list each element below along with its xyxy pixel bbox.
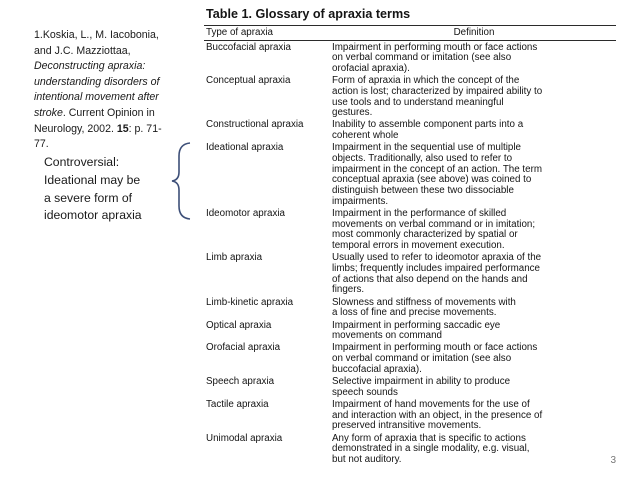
apraxia-term: Tactile apraxia (206, 399, 269, 410)
table-row (204, 342, 616, 376)
apraxia-term: Speech apraxia (206, 376, 275, 388)
apraxia-definition (332, 209, 616, 252)
definition-line: and interaction with an object, in the presence of (332, 409, 543, 421)
definition-line: Inability to assemble component parts into a (332, 119, 524, 131)
citation-line: 77. (34, 138, 49, 151)
table-row (204, 376, 616, 399)
citation-line: stroke. Current Opinion in (34, 106, 155, 119)
definition-line: distinguish between these two dissociable (332, 185, 514, 197)
apraxia-definition (332, 434, 616, 466)
apraxia-definition (332, 321, 616, 342)
apraxia-term: Unimodal apraxia (206, 432, 283, 444)
table-title: Table 1. Glossary of apraxia terms (206, 7, 411, 21)
definition-line: Impairment of hand movements for the use of (332, 399, 530, 410)
table-row (204, 399, 616, 433)
definition-line: of actions that also depend on the hands and (332, 273, 528, 285)
definition-line: most commonly characterized by spatial or (332, 229, 518, 241)
definition-line: coherent whole (332, 130, 399, 142)
definition-line: on verbal command or imitation (see also (332, 52, 512, 64)
apraxia-term: Buccofacial apraxia (206, 41, 291, 53)
citation-line: Neurology, 2002. 15: p. 71- (34, 122, 162, 135)
table-row (204, 142, 616, 208)
definition-line: Impairment in the performance of skilled (332, 208, 507, 220)
header-type: Type of apraxia (206, 27, 273, 38)
glossary-table (204, 7, 616, 466)
definition-line: Slowness and stiffness of movements with (332, 296, 516, 308)
definition-line: impairment in the concept of an action. The term (332, 163, 543, 175)
citation-line: understanding disorders of (34, 75, 160, 88)
table-header (204, 26, 616, 40)
citation-line: intentional movement after (34, 91, 159, 104)
apraxia-term: Orofacial apraxia (206, 342, 281, 354)
curly-brace-icon (170, 142, 194, 220)
table-row (204, 75, 616, 119)
apraxia-term: Constructional apraxia (206, 119, 304, 131)
citation-line: and J.C. Mazziottaa, (34, 44, 131, 57)
apraxia-definition (332, 343, 616, 375)
table-row (204, 319, 616, 342)
definition-line: but not auditory. (332, 454, 402, 466)
apraxia-term: Limb-kinetic apraxia (206, 296, 294, 308)
table-row (204, 296, 616, 319)
table-row (204, 432, 616, 466)
table-row (204, 41, 616, 75)
note-line: Controversial: (44, 155, 120, 169)
definition-line: limbs; frequently includes impaired performance (332, 263, 541, 275)
definition-line: Impairment in the sequential use of multiple (332, 142, 521, 154)
apraxia-definition (332, 43, 616, 75)
note-line: ideomotor apraxia (44, 208, 142, 223)
definition-line: demonstrated in a single modality, e.g. visual, (332, 443, 530, 455)
apraxia-term: Conceptual apraxia (206, 75, 291, 87)
apraxia-term: Optical apraxia (206, 319, 272, 331)
definition-line: orofacial apraxia). (332, 62, 410, 74)
note-line: Ideational may be (44, 172, 141, 187)
apraxia-term: Ideational apraxia (206, 142, 284, 154)
definition-line: objects. Traditionally, also used to refer to (332, 153, 513, 165)
definition-line: movements on verbal command or in imitation; (332, 218, 536, 230)
citation-line: Deconstructing apraxia: (34, 60, 146, 73)
definition-line: movements on command (332, 330, 442, 342)
definition-line: Impairment in performing mouth or face actions (332, 342, 538, 354)
apraxia-definition (332, 143, 616, 207)
table-row (204, 208, 616, 252)
apraxia-term: Limb apraxia (206, 252, 263, 264)
apraxia-definition (332, 298, 616, 319)
citation-line: 1.Koskia, L., M. Iacobonia, (34, 29, 159, 41)
page-number: 3 (610, 455, 616, 466)
table-row (204, 252, 616, 296)
definition-line: Selective impairment in ability to produce (332, 376, 511, 388)
definition-line: Impairment in performing saccadic eye (332, 319, 501, 331)
apraxia-definition (332, 76, 616, 119)
definition-line: use tools and to understand meaningful (332, 96, 504, 108)
table-body (204, 41, 616, 466)
definition-line: Usually used to refer to ideomotor apraxia of the (332, 252, 542, 264)
apraxia-definition (332, 253, 616, 296)
definition-line: preserved intransitive movements. (332, 420, 482, 432)
apraxia-definition (332, 120, 616, 141)
definition-line: gestures. (332, 107, 373, 119)
definition-line: on verbal command or imitation (see also (332, 353, 512, 365)
definition-line: conceptual apraxia (see above) was coined to (332, 174, 532, 186)
citation (34, 28, 182, 153)
definition-line: buccofacial apraxia). (332, 363, 422, 375)
definition-line: Impairment in performing mouth or face actions (332, 41, 538, 53)
table-row (204, 119, 616, 142)
definition-line: temporal errors in movement execution. (332, 240, 505, 252)
apraxia-definition (332, 377, 616, 398)
header-definition: Definition (453, 27, 495, 38)
definition-line: impairments. (332, 195, 389, 207)
apraxia-term: Ideomotor apraxia (206, 208, 285, 220)
note-line: a severe form of (44, 190, 133, 205)
definition-line: speech sounds (332, 386, 398, 398)
apraxia-definition (332, 400, 616, 432)
definition-line: a loss of fine and precise movements. (332, 307, 497, 319)
controversial-note (44, 154, 166, 225)
definition-line: fingers. (332, 284, 365, 296)
definition-line: action is lost; characterized by impaired ability to (332, 85, 543, 97)
definition-line: Any form of apraxia that is specific to actions (332, 432, 526, 444)
definition-line: Form of apraxia in which the concept of the (332, 75, 520, 87)
